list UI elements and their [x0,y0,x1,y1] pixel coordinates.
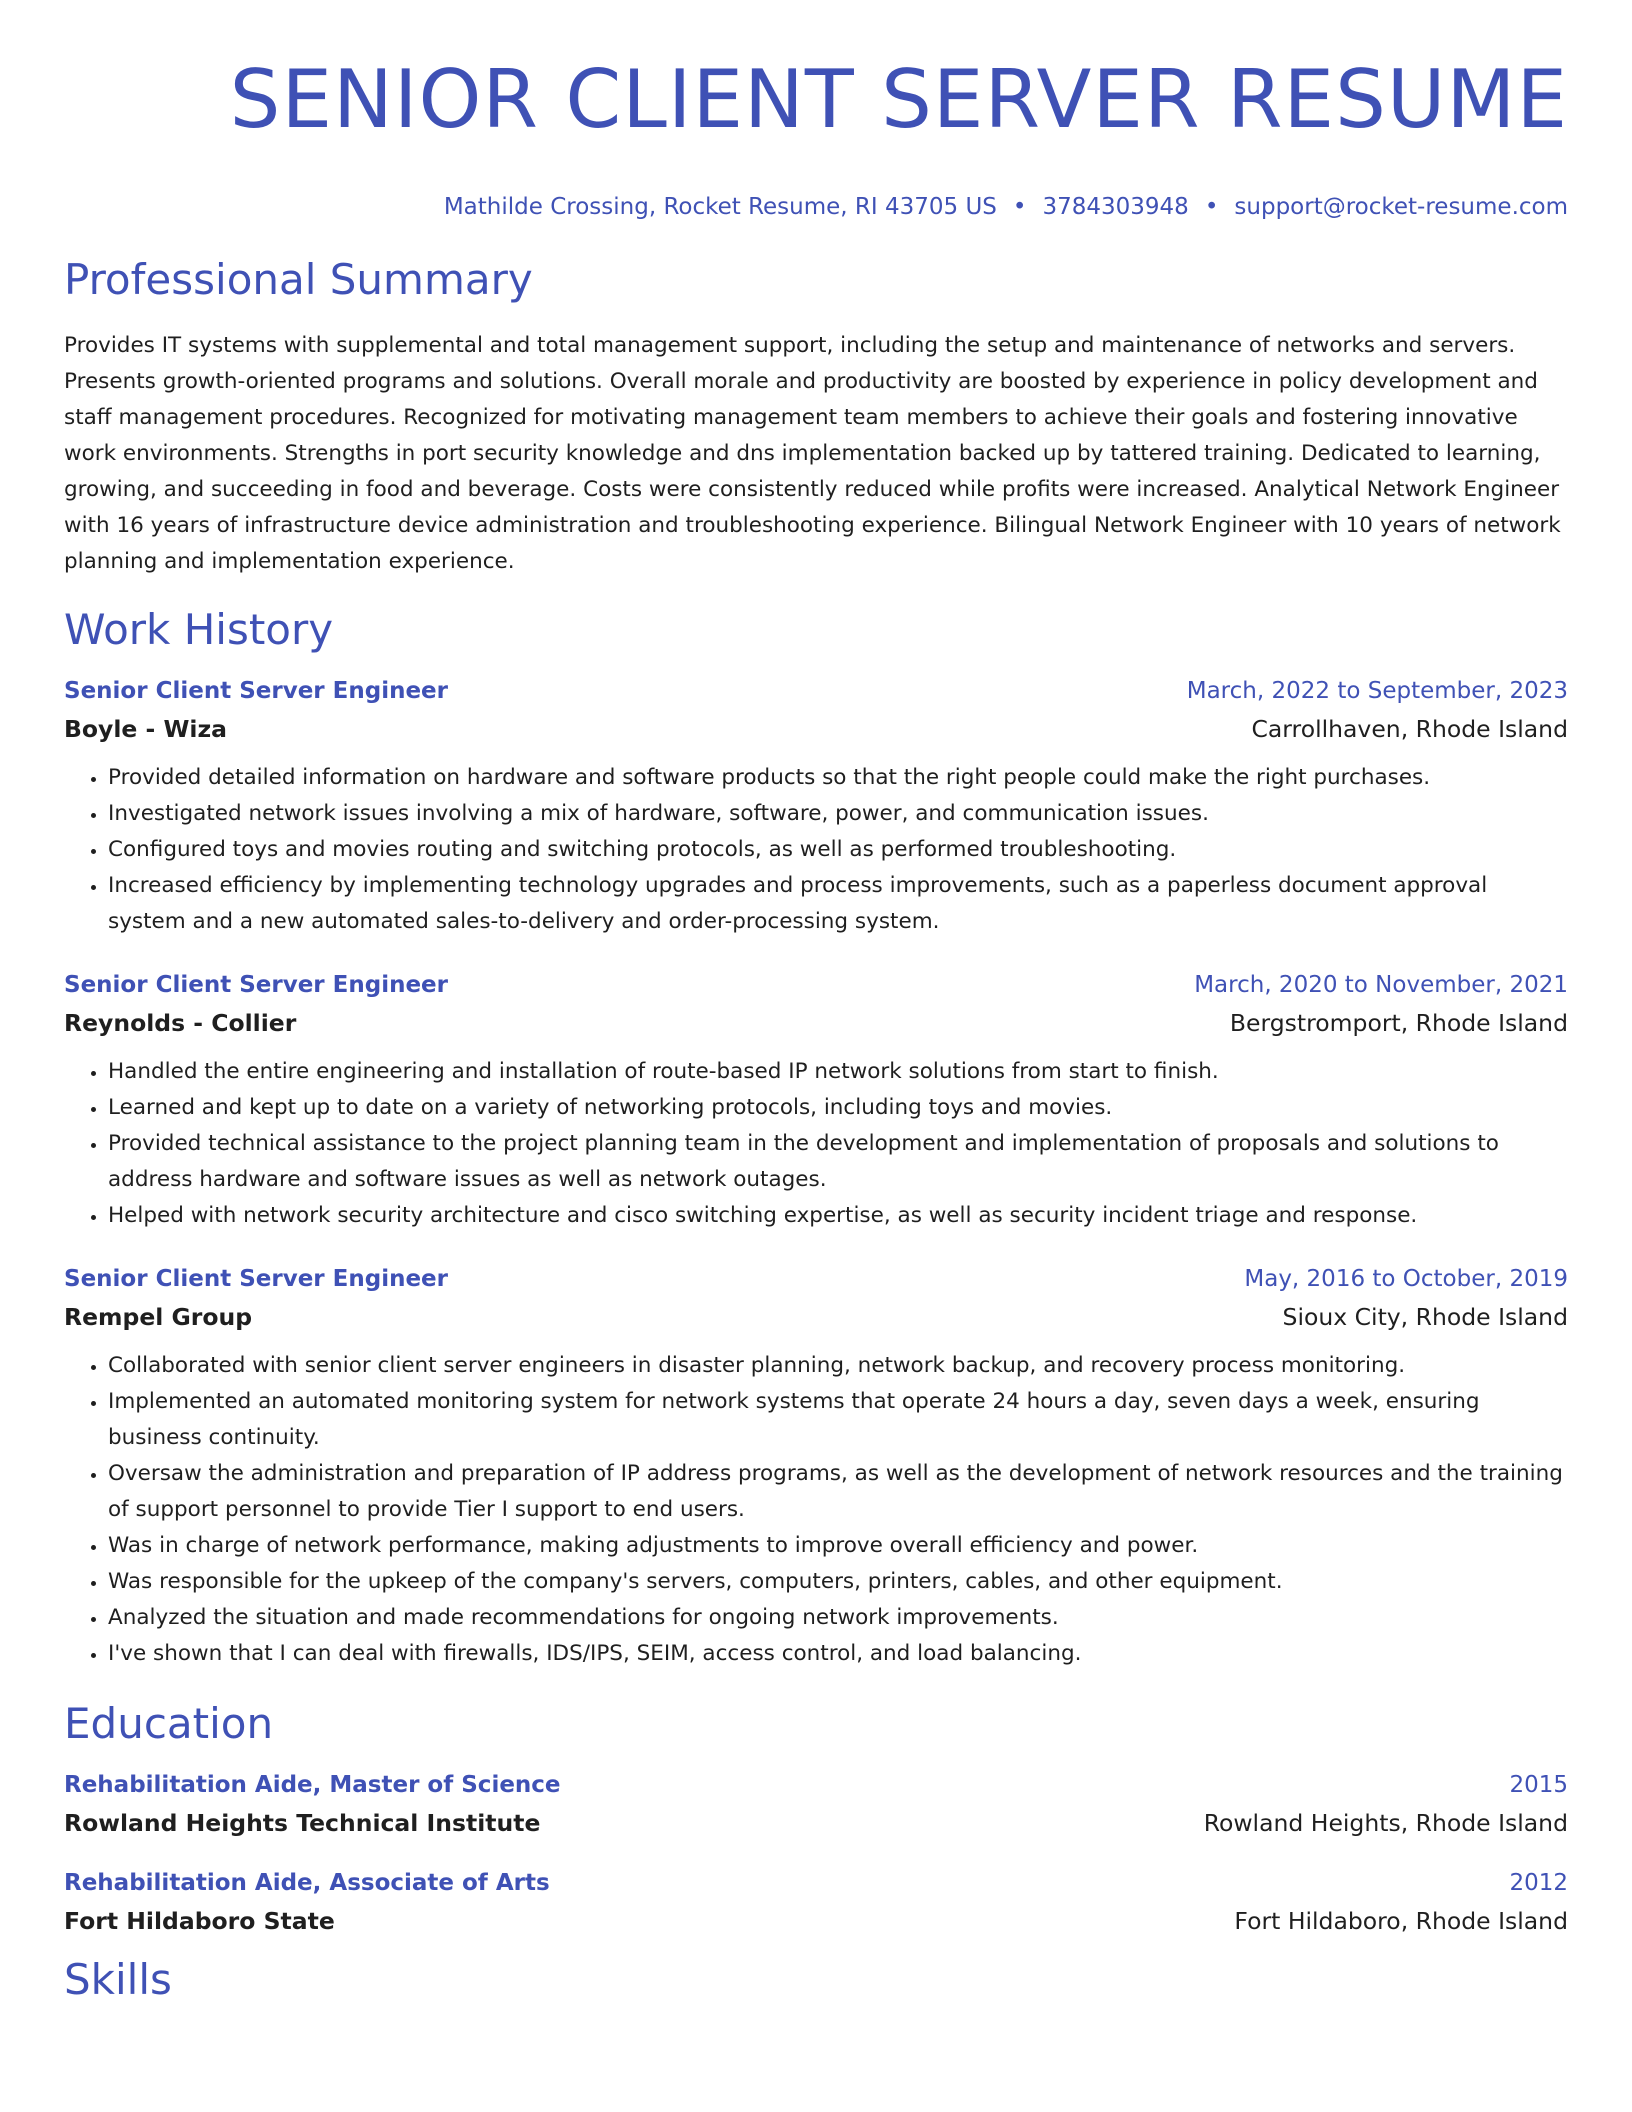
job-bullet: • Provided technical assistance to the project planning team in the development and implementation of proposals and solutions to address hardware and software issues as well as network outages. [108,1126,1568,1198]
job-bullets [64,760,1568,940]
education-school: Fort Hildaboro State [64,1907,335,1935]
job-location: Sioux City, Rhode Island [1282,1303,1568,1331]
job-dates: March, 2020 to November, 2021 [1194,972,1568,998]
job-bullets [64,1054,1568,1234]
education-degree: Rehabilitation Aide, Associate of Arts [64,1870,550,1896]
skills-section [64,1954,1568,2006]
job-bullet: • Helped with network security architecture and cisco switching expertise, as well as security incident triage and response. [108,1198,1568,1234]
job-bullets [64,1348,1568,1672]
education-degree: Rehabilitation Aide, Master of Science [64,1772,561,1798]
job-bullet: • Implemented an automated monitoring system for network systems that operate 24 hours a day, seven days a week, ensuring business continuity. [108,1384,1568,1456]
job-title: Senior Client Server Engineer [64,678,448,704]
education-heading: Education [64,1699,274,1748]
work-history-heading: Work History [64,605,334,654]
education-section [64,1698,1568,1936]
job-bullet: • Investigated network issues involving a mix of hardware, software, power, and communication issues. [108,796,1568,832]
job-entry [64,970,1568,1234]
education-school-row [64,1906,1568,1936]
education-header-row [64,1868,1568,1898]
job-title: Senior Client Server Engineer [64,972,448,998]
contact-line [64,192,1568,222]
job-dates: May, 2016 to October, 2019 [1244,1266,1568,1292]
job-dates: March, 2022 to September, 2023 [1186,678,1568,704]
contact-phone: 3784303948 [1042,194,1189,220]
job-header-row [64,676,1568,706]
job-bullet: • Collaborated with senior client server engineers in disaster planning, network backup, and recovery process monitoring. [108,1348,1568,1384]
job-bullet: • Configured toys and movies routing and switching protocols, as well as performed troubleshooting. [108,832,1568,868]
education-school-row [64,1808,1568,1838]
work-history-section [64,604,1568,1672]
skills-heading: Skills [64,1955,172,2004]
education-location: Rowland Heights, Rhode Island [1203,1809,1568,1837]
contact-address: Mathilde Crossing, Rocket Resume, RI 43705 US [443,194,997,220]
summary-heading: Professional Summary [64,255,533,304]
job-company-row [64,714,1568,744]
summary-text: Provides IT systems with supplemental and total management support, including the setup and maintenance of networks and servers. Presents growth-oriented programs and solutions. Overall morale and productivity are boosted by experience in policy development and staff management procedures. Recognized for motivating management team members to achieve their goals and fostering innovative work environments. Strengths in port security knowledge and dns implementation backed up by tattered training. Dedicated to learning, growing, and succeeding in food and beverage. Costs were consistently reduced while profits were increased. Analytical Network Engineer with 16 years of infrastructure device administration and troubleshooting experience. Bilingual Network Engineer with 10 years of network planning and implementation experience. [64,333,1561,574]
contact-email[interactable]: support@rocket-resume.com [1234,194,1568,220]
job-bullet: • Provided detailed information on hardware and software products so that the right people could make the right purchases. [108,760,1568,796]
job-header-row [64,970,1568,1000]
job-title: Senior Client Server Engineer [64,1266,448,1292]
contact-separator: • [1204,194,1219,220]
job-location: Bergstromport, Rhode Island [1229,1009,1568,1037]
job-company: Boyle - Wiza [64,715,227,743]
resume-title: SENIOR CLIENT SERVER RESUME [229,53,1568,146]
education-entry [64,1868,1568,1936]
job-company-row [64,1008,1568,1038]
job-company-row [64,1302,1568,1332]
contact-separator: • [1012,194,1027,220]
education-year: 2012 [1509,1870,1568,1896]
job-bullet: • Oversaw the administration and preparation of IP address programs, as well as the development of network resources and the training of support personnel to provide Tier I support to end users. [108,1456,1568,1528]
job-entry [64,676,1568,940]
job-bullet: • Was in charge of network performance, making adjustments to improve overall efficiency and power. [108,1528,1568,1564]
job-bullet: • Handled the entire engineering and installation of route-based IP network solutions from start to finish. [108,1054,1568,1090]
job-header-row [64,1264,1568,1294]
job-bullet: • Was responsible for the upkeep of the company's servers, computers, printers, cables, and other equipment. [108,1564,1568,1600]
job-bullet: • Increased efficiency by implementing technology upgrades and process improvements, such as a paperless document approval system and a new automated sales-to-delivery and order-processing system. [108,868,1568,940]
job-location: Carrollhaven, Rhode Island [1251,715,1568,743]
summary-section [64,254,1568,580]
resume-header [64,0,1568,222]
education-year: 2015 [1509,1772,1568,1798]
job-company: Rempel Group [64,1303,253,1331]
education-header-row [64,1770,1568,1800]
job-company: Reynolds - Collier [64,1009,297,1037]
education-school: Rowland Heights Technical Institute [64,1809,541,1837]
job-bullet: • Learned and kept up to date on a variety of networking protocols, including toys and movies. [108,1090,1568,1126]
job-bullet: • Analyzed the situation and made recommendations for ongoing network improvements. [108,1600,1568,1636]
job-entry [64,1264,1568,1672]
education-location: Fort Hildaboro, Rhode Island [1234,1907,1568,1935]
job-bullet: • I've shown that I can deal with firewalls, IDS/IPS, SEIM, access control, and load balancing. [108,1636,1568,1672]
education-entry [64,1770,1568,1838]
